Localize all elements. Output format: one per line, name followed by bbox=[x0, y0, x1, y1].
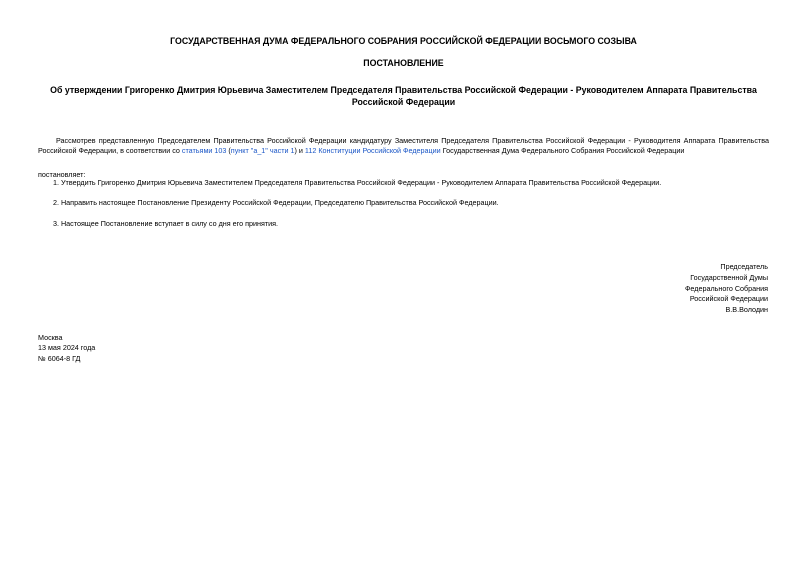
preamble-text: ( bbox=[226, 146, 231, 156]
resolution-item-1: 1. Утвердить Григоренко Дмитрия Юрьевича Заместителем Председателя Правительства Российской Федерации - Руководителем Аппарата Правительства Российской Федерации. bbox=[53, 178, 662, 187]
link-article-103[interactable]: статьями 103 bbox=[181, 146, 227, 156]
preamble-text: ) и bbox=[294, 146, 305, 156]
signatory-name: В.В.Володин bbox=[725, 305, 768, 315]
signature-line: Государственной Думы bbox=[690, 272, 768, 282]
footer-date: 13 мая 2024 года bbox=[38, 343, 96, 353]
footer-number: № 6064-8 ГД bbox=[38, 353, 81, 363]
resolution-item-3: 3. Настоящее Постановление вступает в силу со дня его принятия. bbox=[53, 219, 279, 228]
document-title: Об утверждении Григоренко Дмитрия Юрьевича Заместителем Председателя Правительства Российской Федерации - Руководителем Аппарата Правительства Российской Федерации bbox=[50, 85, 757, 107]
signature-block bbox=[685, 262, 768, 316]
link-article-112[interactable]: 112 bbox=[304, 146, 317, 156]
link-clause-a1[interactable]: пункт "а_1" части 1 bbox=[230, 146, 295, 156]
doc-type-heading: ПОСТАНОВЛЕНИЕ bbox=[363, 58, 444, 68]
signature-line: Федерального Собрания bbox=[684, 283, 768, 293]
signature-line: Российской Федерации bbox=[689, 294, 768, 304]
resolves-label: постановляет: bbox=[38, 170, 86, 179]
issuer-heading: ГОСУДАРСТВЕННАЯ ДУМА ФЕДЕРАЛЬНОГО СОБРАНИЯ РОССИЙСКОЙ ФЕДЕРАЦИИ ВОСЬМОГО СОЗЫВА bbox=[170, 36, 637, 46]
link-constitution[interactable]: Конституции Российской Федерации bbox=[318, 146, 441, 156]
preamble-text: Рассмотрев представленную Председателем Правительства Российской Федерации кандидатуру Заместителя Председателя Правительства Российской Федерации - Руководителя Аппарата Правительства Российской Федерации, в соответствии со bbox=[38, 136, 769, 156]
preamble-text: Государственная Дума Федерального Собрания Российской Федерации bbox=[440, 146, 685, 156]
signature-line: Председатель bbox=[720, 262, 768, 271]
document-footer bbox=[38, 333, 95, 364]
resolution-item-2: 2. Направить настоящее Постановление Президенту Российской Федерации, Председателю Правительства Российской Федерации. bbox=[53, 198, 499, 207]
preamble-paragraph bbox=[38, 136, 769, 157]
footer-city: Москва bbox=[38, 333, 63, 342]
